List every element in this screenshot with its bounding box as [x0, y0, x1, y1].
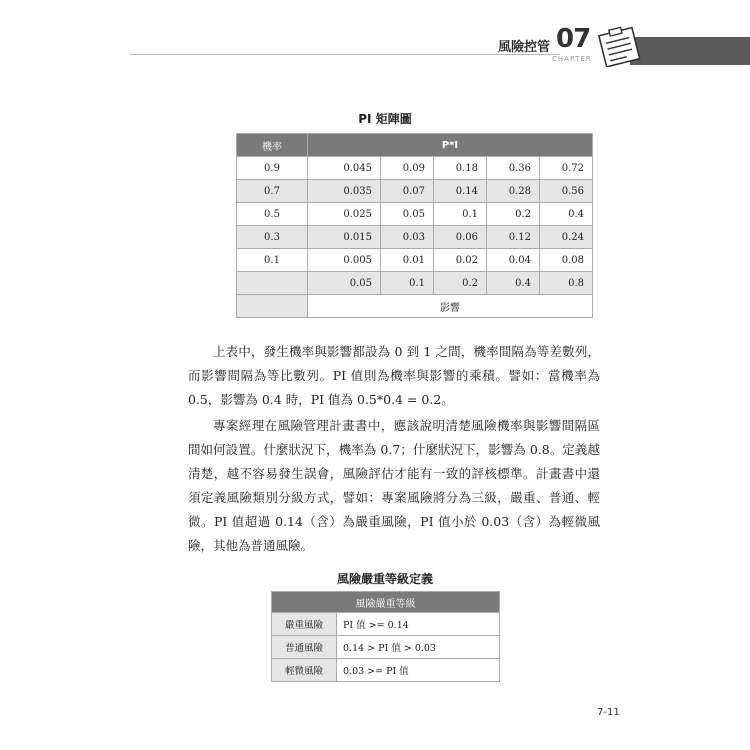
clipboard-icon [594, 25, 646, 67]
impact-value-cell: 0.8 [540, 272, 593, 295]
impact-value-cell: 0.4 [487, 272, 540, 295]
pi-matrix-caption: PI 矩陣圖 [358, 112, 412, 126]
severity-row [272, 659, 500, 682]
matrix-row [237, 249, 593, 272]
prob-cell: 0.1 [237, 249, 308, 272]
prob-header: 機率 [237, 134, 308, 157]
pi-value-cell: 0.04 [487, 249, 540, 272]
severity-rule: PI 值 >= 0.14 [337, 613, 500, 636]
pi-value-cell: 0.72 [540, 157, 593, 180]
prob-cell: 0.3 [237, 226, 308, 249]
pi-value-cell: 0.18 [434, 157, 487, 180]
paragraph-1: 上表中，發生機率與影響都設為 0 到 1 之間，機率間隔為等差數列，而影響間隔為等比數列。PI 值則為機率與影響的乘積。譬如：當機率為 0.5，影響為 0.4 時，PI 值為 0.5*0.4 = 0.2。 [188, 344, 600, 407]
pi-value-cell: 0.56 [540, 180, 593, 203]
pi-value-cell: 0.12 [487, 226, 540, 249]
pi-value-cell: 0.015 [308, 226, 381, 249]
matrix-row [237, 180, 593, 203]
severity-level: 嚴重風險 [272, 613, 337, 636]
pi-value-cell: 0.14 [434, 180, 487, 203]
pi-value-cell: 0.02 [434, 249, 487, 272]
pi-value-cell: 0.36 [487, 157, 540, 180]
severity-caption: 風險嚴重等級定義 [336, 572, 433, 586]
header-rule [130, 54, 560, 55]
severity-rule: 0.03 >= PI 值 [337, 659, 500, 682]
impact-value-cell: 0.05 [308, 272, 381, 295]
prob-cell: 0.5 [237, 203, 308, 226]
header-band [630, 37, 750, 65]
pi-value-cell: 0.01 [381, 249, 434, 272]
paragraph-2: 專案經理在風險管理計畫書中，應該說明清楚風險機率與影響間隔區間如何設置。什麼狀況下，機率為 0.7；什麼狀況下，影響為 0.8。定義越清楚，越不容易發生誤會，風險評估才能有一致的評核標準。計畫書中還須定義風險類別分級方式，譬如：專案風險將分為三級，嚴重、普通、輕微。PI 值超過 0.14（含）為嚴重風險，PI 值小於 0.03（含）為輕微風險，其他為普通風險。 [188, 418, 600, 553]
severity-row [272, 636, 500, 659]
pi-value-cell: 0.045 [308, 157, 381, 180]
pi-value-cell: 0.005 [308, 249, 381, 272]
severity-level: 輕微風險 [272, 659, 337, 682]
pi-value-cell: 0.025 [308, 203, 381, 226]
pi-value-cell: 0.06 [434, 226, 487, 249]
matrix-row [237, 157, 593, 180]
chapter-title: 風險控管 [498, 40, 551, 55]
impact-value-cell: 0.2 [434, 272, 487, 295]
severity-table [271, 591, 500, 682]
severity-level: 普通風險 [272, 636, 337, 659]
pi-value-cell: 0.28 [487, 180, 540, 203]
pi-value-cell: 0.035 [308, 180, 381, 203]
impact-row [237, 272, 593, 295]
pi-value-cell: 0.03 [381, 226, 434, 249]
page-number: 7-11 [597, 707, 620, 718]
pi-value-cell: 0.08 [540, 249, 593, 272]
pi-value-cell: 0.1 [434, 203, 487, 226]
severity-rule: 0.14 > PI 值 > 0.03 [337, 636, 500, 659]
impact-corner [237, 295, 308, 318]
impact-label: 影響 [308, 295, 593, 318]
prob-cell: 0.9 [237, 157, 308, 180]
matrix-row [237, 226, 593, 249]
pi-value-cell: 0.2 [487, 203, 540, 226]
prob-cell: 0.7 [237, 180, 308, 203]
impact-row-corner [237, 272, 308, 295]
matrix-row [237, 203, 593, 226]
chapter-label: CHAPTER [552, 55, 592, 63]
pi-value-cell: 0.05 [381, 203, 434, 226]
pi-header: P*I [308, 134, 593, 157]
pi-value-cell: 0.4 [540, 203, 593, 226]
pi-value-cell: 0.09 [381, 157, 434, 180]
severity-header: 風險嚴重等級 [272, 592, 500, 613]
page-header [0, 0, 750, 70]
impact-value-cell: 0.1 [381, 272, 434, 295]
pi-value-cell: 0.24 [540, 226, 593, 249]
chapter-number: 07 [556, 24, 591, 54]
severity-row [272, 613, 500, 636]
pi-matrix-table [236, 133, 593, 318]
pi-value-cell: 0.07 [381, 180, 434, 203]
